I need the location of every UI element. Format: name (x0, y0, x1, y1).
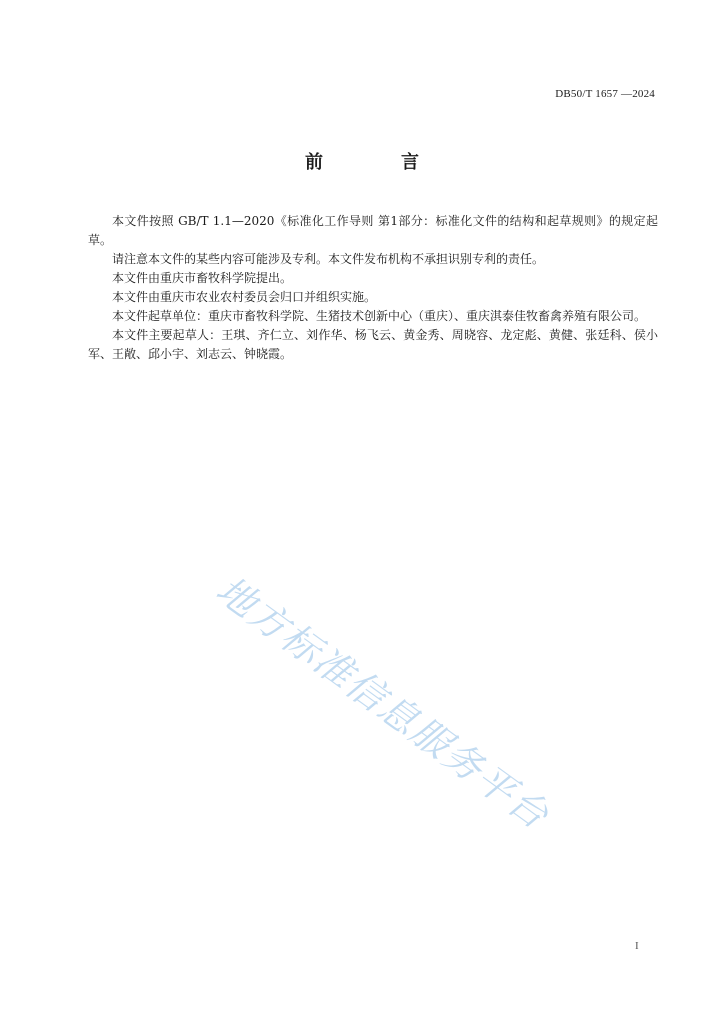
watermark: 地方标准信息服务平台 (208, 567, 558, 839)
page-title: 前 言 (305, 152, 449, 173)
paragraph: 本文件由重庆市农业农村委员会归口并组织实施。 (112, 290, 377, 304)
standard-code: DB50/T 1657 —2024 (555, 88, 655, 100)
paragraph: 本文件按照 GB/T 1.1—2020《标准化工作导则 第1部分：标准化文件的结构和起草规则》的规定起草。 (88, 214, 658, 247)
paragraph: 本文件起草单位：重庆市畜牧科学院、生猪技术创新中心（重庆）、重庆淇泰佳牧畜禽养殖有限公司。 (112, 309, 647, 323)
paragraph: 本文件主要起草人：王琪、齐仁立、刘作华、杨飞云、黄金秀、周晓容、龙定彪、黄健、张廷科、侯小军、王敞、邱小宇、刘志云、钟晓霞。 (88, 328, 658, 361)
body-text (88, 212, 658, 364)
paragraph: 本文件由重庆市畜牧科学院提出。 (112, 271, 293, 285)
page-number: I (635, 940, 639, 952)
paragraph: 请注意本文件的某些内容可能涉及专利。本文件发布机构不承担识别专利的责任。 (112, 252, 545, 266)
